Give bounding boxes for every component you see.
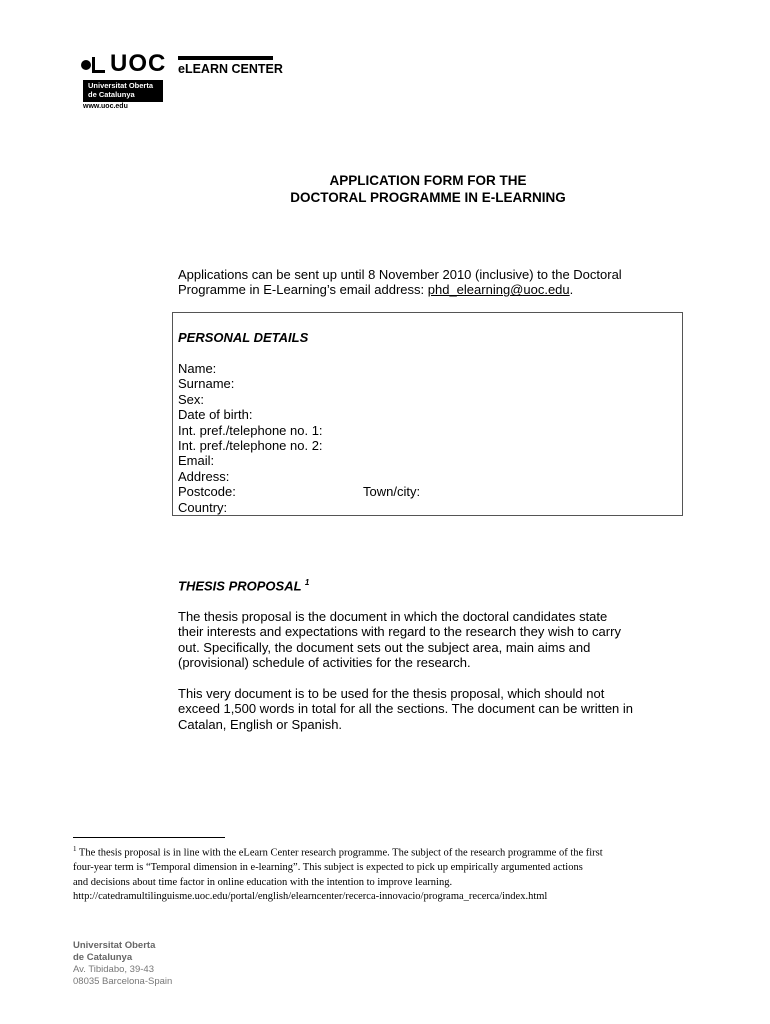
email-link[interactable]: phd_elearning@uoc.edu — [427, 282, 570, 298]
intro-line2-suffix: . — [569, 282, 574, 298]
title-line1: APPLICATION FORM FOR THE — [329, 173, 527, 188]
personal-details-fields — [178, 361, 323, 515]
intro-line1: Applications can be sent up until 8 November 2010 (inclusive) to the Doctoral — [178, 267, 622, 282]
intro-line2-prefix: Programme in E-Learning’s email address: — [178, 282, 428, 298]
elearn-center-label: eLEARN CENTER — [178, 62, 283, 76]
thesis-proposal-heading — [178, 578, 309, 593]
para1-line3: out. Specifically, the document sets out the subject area, main aims and — [178, 639, 591, 655]
thesis-heading-text: THESIS PROPOSAL — [178, 578, 302, 594]
field-date-of-birth: Date of birth: — [178, 407, 253, 423]
para1-line4: (provisional) schedule of activities for the research. — [178, 655, 471, 671]
university-name-line1: Universitat Oberta — [88, 81, 154, 90]
address-line3: Av. Tibidabo, 39-43 — [73, 964, 154, 975]
footnote-reference: 1 — [304, 578, 310, 587]
field-email: Email: — [178, 453, 215, 469]
elearn-rule — [178, 56, 273, 60]
field-postcode: Postcode: — [178, 484, 236, 500]
logo-url: www.uoc.edu — [83, 103, 128, 110]
footnote-separator — [73, 837, 225, 838]
address-line2: de Catalunya — [73, 952, 133, 963]
field-surname: Surname: — [178, 376, 235, 392]
thesis-paragraph-2 — [178, 686, 678, 732]
field-town-city: Town/city: — [363, 484, 421, 499]
field-name: Name: — [178, 361, 217, 376]
para1-line1: The thesis proposal is the document in which the doctoral candidates state — [178, 609, 608, 624]
university-name-badge — [83, 80, 163, 102]
field-address: Address: — [178, 468, 230, 484]
footnote — [73, 842, 683, 905]
address-line1: Universitat Oberta — [73, 940, 156, 951]
footnote-line1-text: The thesis proposal is in line with the eLearn Center research programme. The subject of the research programme of the first — [76, 847, 603, 859]
field-telephone-1: Int. pref./telephone no. 1: — [178, 422, 323, 438]
uoc-logo-text: UOC — [110, 50, 167, 77]
footnote-mark: 1 — [73, 845, 77, 853]
address-line4: 08035 Barcelona-Spain — [73, 976, 173, 987]
thesis-paragraph-1 — [178, 609, 678, 671]
footnote-line3: and decisions about time factor in online education with the intention to improve learning. — [73, 876, 453, 888]
uoc-logo-mark-icon — [80, 54, 106, 76]
intro-line2 — [178, 282, 678, 297]
para2-line3: Catalan, English or Spanish. — [178, 716, 343, 732]
footnote-line1 — [73, 842, 683, 861]
personal-details-heading: PERSONAL DETAILS — [178, 330, 309, 345]
intro-paragraph — [178, 267, 678, 298]
field-country: Country: — [178, 499, 228, 515]
university-address — [73, 940, 172, 988]
field-telephone-2: Int. pref./telephone no. 2: — [178, 438, 323, 454]
para2-line1: This very document is to be used for the thesis proposal, which should not — [178, 686, 605, 701]
footnote-url[interactable]: http://catedramultilinguisme.uoc.edu/portal/english/elearncenter/recerca-innovacio/programa_recerca/index.html — [73, 891, 548, 902]
page-title — [178, 172, 678, 206]
field-sex: Sex: — [178, 391, 205, 407]
footnote-line2: four-year term is “Temporal dimension in e-learning”. This subject is expected to pick up empirically argumented actions — [73, 862, 583, 873]
university-name-line2: de Catalunya — [88, 89, 135, 99]
title-line2: DOCTORAL PROGRAMME IN E-LEARNING — [290, 190, 566, 205]
para1-line2: their interests and expectations with regard to the research they wish to carry — [178, 624, 621, 640]
para2-line2: exceed 1,500 words in total for all the sections. The document can be written in — [178, 701, 634, 717]
